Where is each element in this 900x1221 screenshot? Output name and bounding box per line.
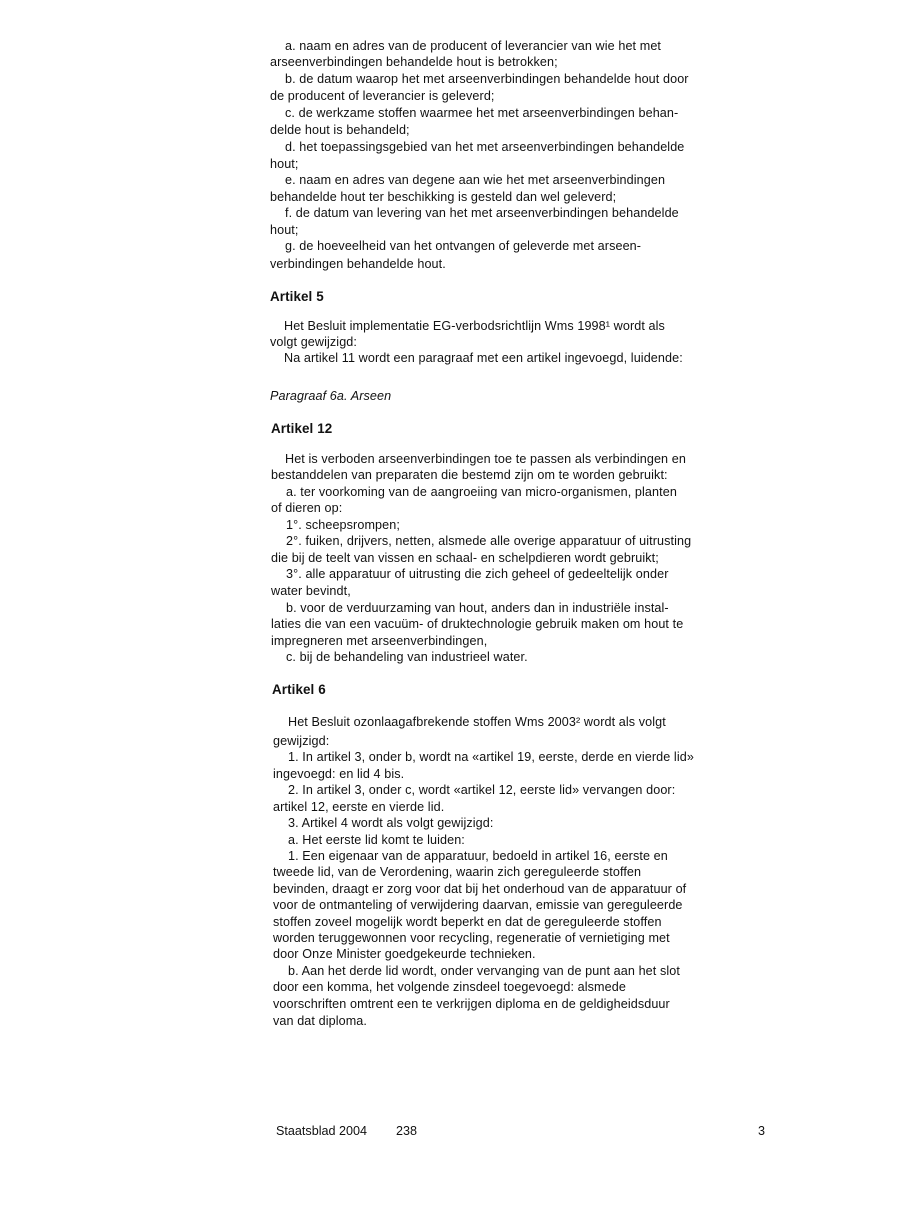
text-line: behandelde hout ter beschikking is gesteld dan wel geleverd;: [270, 190, 617, 204]
text-line: g. de hoeveelheid van het ontvangen of geleverde met arseen-: [285, 239, 642, 253]
text-line: Het Besluit ozonlaagafbrekende stoffen Wms 2003² wordt als volgt: [288, 715, 666, 729]
text-line: worden teruggewonnen voor recycling, regeneratie of vernietiging met: [273, 931, 670, 945]
text-line: a. ter voorkoming van de aangroeiing van micro-organismen, planten: [286, 485, 677, 499]
text-line: impregneren met arseenverbindingen,: [271, 634, 488, 648]
text-line: f. de datum van levering van het met arseenverbindingen behandelde: [285, 206, 679, 220]
text-line: hout;: [270, 223, 299, 237]
text-line: water bevindt,: [271, 584, 351, 598]
text-line: stoffen zoveel mogelijk wordt beperkt en dat de gereguleerde stoffen: [273, 915, 662, 929]
text-line: tweede lid, van de Verordening, waarin zich gereguleerde stoffen: [273, 865, 642, 879]
text-line: hout;: [270, 157, 299, 171]
text-line: Na artikel 11 wordt een paragraaf met een artikel ingevoegd, luidende:: [284, 351, 683, 365]
text-line: die bij de teelt van vissen en schaal- en schelpdieren wordt gebruikt;: [271, 551, 659, 565]
heading-artikel-5: Artikel 5: [270, 289, 324, 304]
page-number: 3: [758, 1124, 766, 1138]
text-line: door een komma, het volgende zinsdeel toegevoegd: alsmede: [273, 980, 626, 994]
text-line: a. Het eerste lid komt te luiden:: [288, 833, 465, 847]
text-line: gewijzigd:: [273, 734, 330, 748]
text-line: 2. In artikel 3, onder c, wordt «artikel 12, eerste lid» vervangen door:: [288, 783, 676, 797]
text-line: b. voor de verduurzaming van hout, anders dan in industriële instal-: [286, 601, 669, 615]
text-line: door Onze Minister goedgekeurde technieken.: [273, 947, 536, 961]
text-line: 1. In artikel 3, onder b, wordt na «artikel 19, eerste, derde en vierde lid»: [288, 750, 694, 764]
text-line: de producent of leverancier is geleverd;: [270, 89, 495, 103]
text-line: voor de ontmanteling of verwijdering daarvan, emissie van gereguleerde: [273, 898, 683, 912]
heading-artikel-6: Artikel 6: [272, 682, 326, 697]
text-line: voorschriften omtrent een te verkrijgen diploma en de geldigheidsduur: [273, 997, 670, 1011]
text-line: b. Aan het derde lid wordt, onder vervanging van de punt aan het slot: [288, 964, 680, 978]
text-line: artikel 12, eerste en vierde lid.: [273, 800, 445, 814]
text-line: c. bij de behandeling van industrieel water.: [286, 650, 528, 664]
footer-publication: Staatsblad 2004: [276, 1124, 368, 1138]
footer-number: 238: [396, 1124, 418, 1138]
text-line: ingevoegd: en lid 4 bis.: [273, 767, 405, 781]
text-line: b. de datum waarop het met arseenverbindingen behandelde hout door: [285, 72, 689, 86]
text-line: verbindingen behandelde hout.: [270, 257, 446, 271]
text-line: laties die van een vacuüm- of druktechnologie gebruik maken om hout te: [271, 617, 684, 631]
text-line: a. naam en adres van de producent of leverancier van wie het met: [285, 39, 662, 53]
text-line: d. het toepassingsgebied van het met arseenverbindingen behandelde: [285, 140, 685, 154]
heading-artikel-12: Artikel 12: [271, 421, 333, 436]
text-line: e. naam en adres van degene aan wie het met arseenverbindingen: [285, 173, 666, 187]
text-line: 1°. scheepsrompen;: [286, 518, 400, 532]
text-line: bevinden, draagt er zorg voor dat bij het onderhoud van de apparatuur of: [273, 882, 687, 896]
text-line: Het Besluit implementatie EG-verbodsrichtlijn Wms 1998¹ wordt als: [284, 319, 665, 333]
text-line: 2°. fuiken, drijvers, netten, alsmede alle overige apparatuur of uitrusting: [286, 534, 692, 548]
text-line: 1. Een eigenaar van de apparatuur, bedoeld in artikel 16, eerste en: [288, 849, 668, 863]
text-line: van dat diploma.: [273, 1014, 368, 1028]
text-line: c. de werkzame stoffen waarmee het met arseenverbindingen behan-: [285, 106, 679, 120]
text-line: 3. Artikel 4 wordt als volgt gewijzigd:: [288, 816, 494, 830]
text-line: arseenverbindingen behandelde hout is betrokken;: [270, 55, 558, 69]
text-line: volgt gewijzigd:: [270, 335, 358, 349]
paragraph-title: Paragraaf 6a. Arseen: [270, 389, 392, 403]
text-line: 3°. alle apparatuur of uitrusting die zich geheel of gedeeltelijk onder: [286, 567, 669, 581]
text-line: of dieren op:: [271, 501, 343, 515]
text-line: bestanddelen van preparaten die bestemd zijn om te worden gebruikt:: [271, 468, 668, 482]
text-line: Het is verboden arseenverbindingen toe te passen als verbindingen en: [285, 452, 686, 466]
text-line: delde hout is behandeld;: [270, 123, 410, 137]
